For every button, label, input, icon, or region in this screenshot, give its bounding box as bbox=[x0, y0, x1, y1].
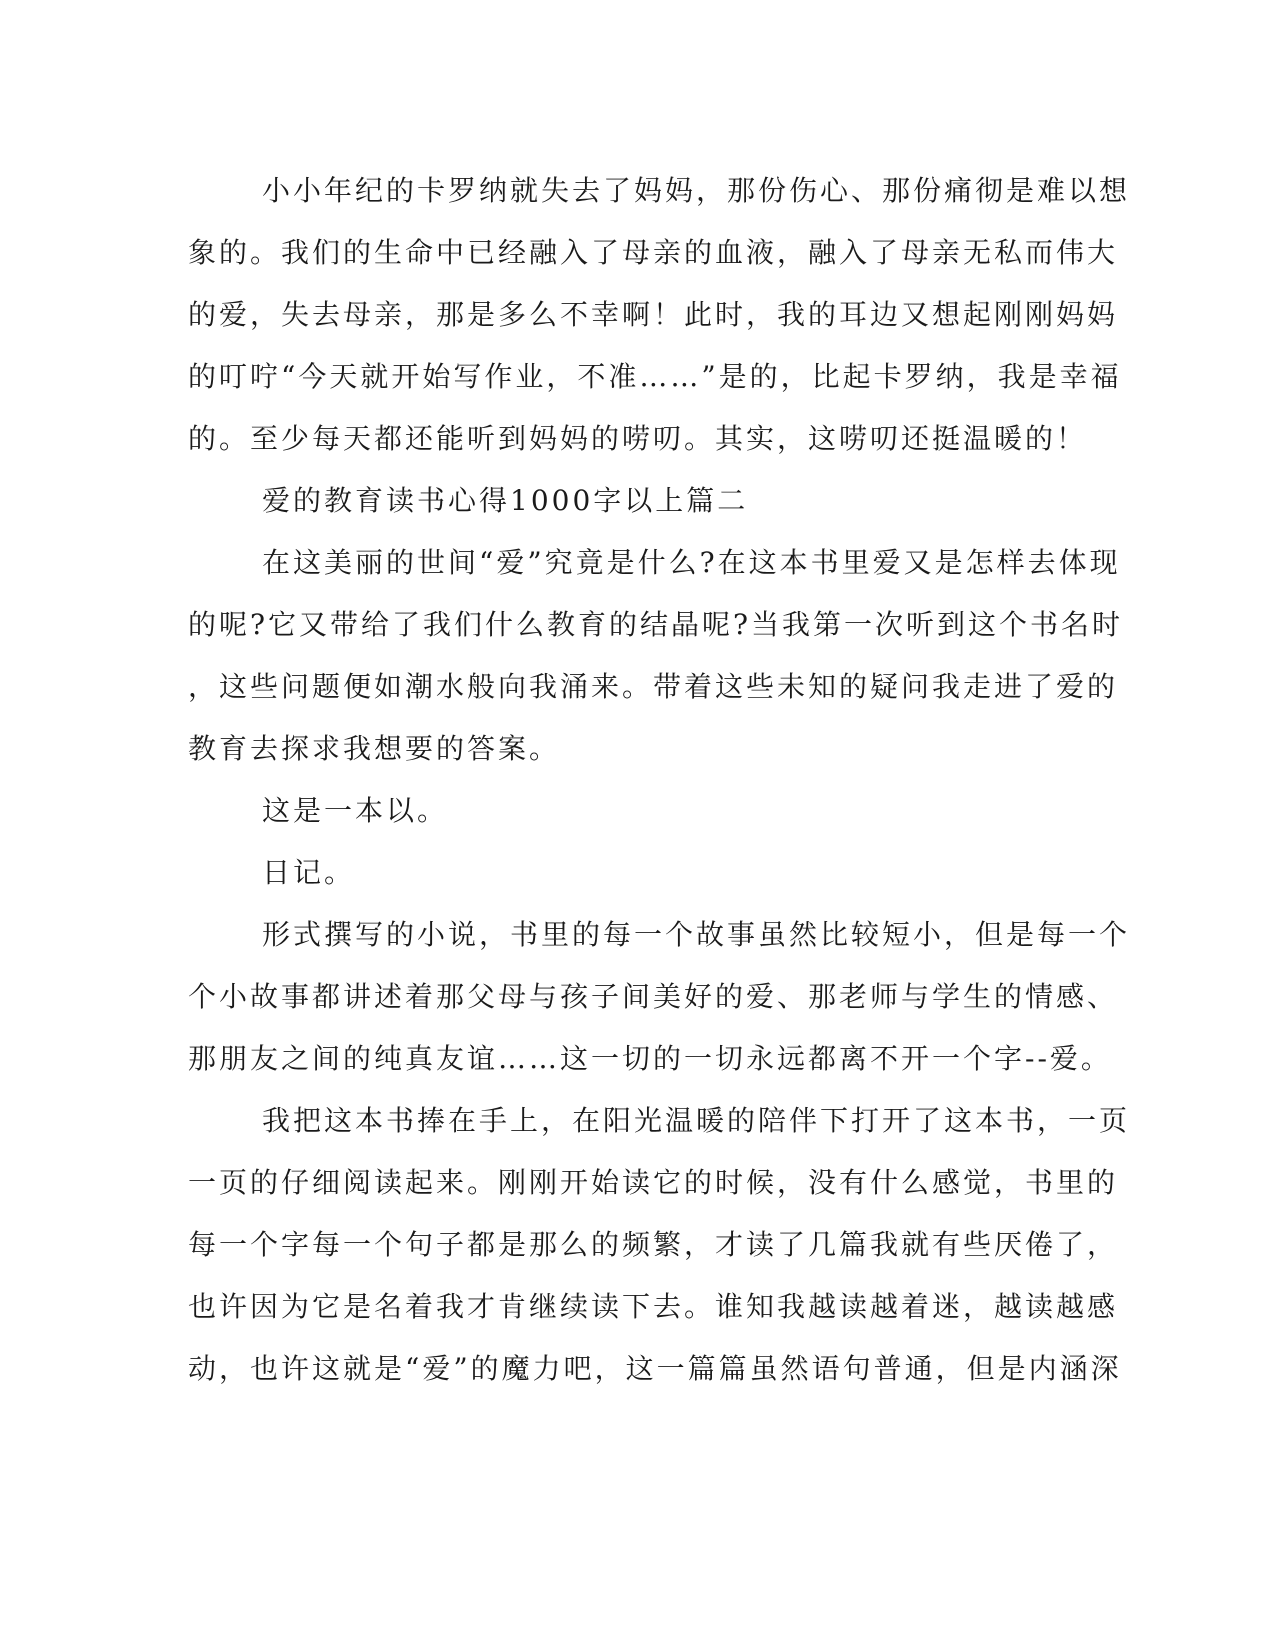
body-text bbox=[188, 160, 1131, 1400]
paragraph-6-line-5: 动，也许这就是“爱”的魔力吧，这一篇篇虽然语句普通，但是内涵深 bbox=[188, 1352, 1122, 1385]
paragraph-3-line-1: 这是一本以。 bbox=[262, 794, 449, 827]
paragraph-2-line-1: 在这美丽的世间“爱”究竟是什么?在这本书里爱又是怎样去体现 bbox=[262, 546, 1121, 579]
paragraph-6-line-4: 也许因为它是名着我才肯继续读下去。谁知我越读越着迷，越读越感 bbox=[188, 1290, 1119, 1323]
paragraph-1-line-4: 的叮咛“今天就开始写作业，不准……”是的，比起卡罗纳，我是幸福 bbox=[188, 360, 1122, 393]
paragraph-6-line-3: 每一个字每一个句子都是那么的频繁，才读了几篇我就有些厌倦了， bbox=[188, 1228, 1119, 1261]
section-heading: 爱的教育读书心得1000字以上篇二 bbox=[262, 484, 749, 517]
paragraph-1-line-2: 象的。我们的生命中已经融入了母亲的血液，融入了母亲无私而伟大 bbox=[188, 236, 1119, 269]
paragraph-6-line-1: 我把这本书捧在手上，在阳光温暖的陪伴下打开了这本书，一页 bbox=[262, 1104, 1131, 1137]
paragraph-2-line-2: 的呢?它又带给了我们什么教育的结晶呢?当我第一次听到这个书名时 bbox=[188, 608, 1124, 641]
paragraph-5-line-2: 个小故事都讲述着那父母与孩子间美好的爱、那老师与学生的情感、 bbox=[188, 980, 1119, 1013]
paragraph-5-line-1: 形式撰写的小说，书里的每一个故事虽然比较短小，但是每一个 bbox=[262, 918, 1131, 951]
paragraph-5-line-3: 那朋友之间的纯真友谊……这一切的一切永远都离不开一个字--爱。 bbox=[188, 1042, 1112, 1075]
paragraph-1-line-1: 小小年纪的卡罗纳就失去了妈妈，那份伤心、那份痛彻是难以想 bbox=[262, 174, 1131, 207]
paragraph-1-line-3: 的爱，失去母亲，那是多么不幸啊！此时，我的耳边又想起刚刚妈妈 bbox=[188, 298, 1119, 331]
paragraph-1-line-5: 的。至少每天都还能听到妈妈的唠叨。其实，这唠叨还挺温暖的！ bbox=[188, 422, 1088, 455]
paragraph-6-line-2: 一页的仔细阅读起来。刚刚开始读它的时候，没有什么感觉，书里的 bbox=[188, 1166, 1119, 1199]
paragraph-2-line-3: ，这些问题便如潮水般向我涌来。带着这些未知的疑问我走进了爱的 bbox=[188, 670, 1119, 703]
paragraph-4-line-1: 日记。 bbox=[262, 856, 356, 889]
paragraph-2-line-4: 教育去探求我想要的答案。 bbox=[188, 732, 561, 765]
